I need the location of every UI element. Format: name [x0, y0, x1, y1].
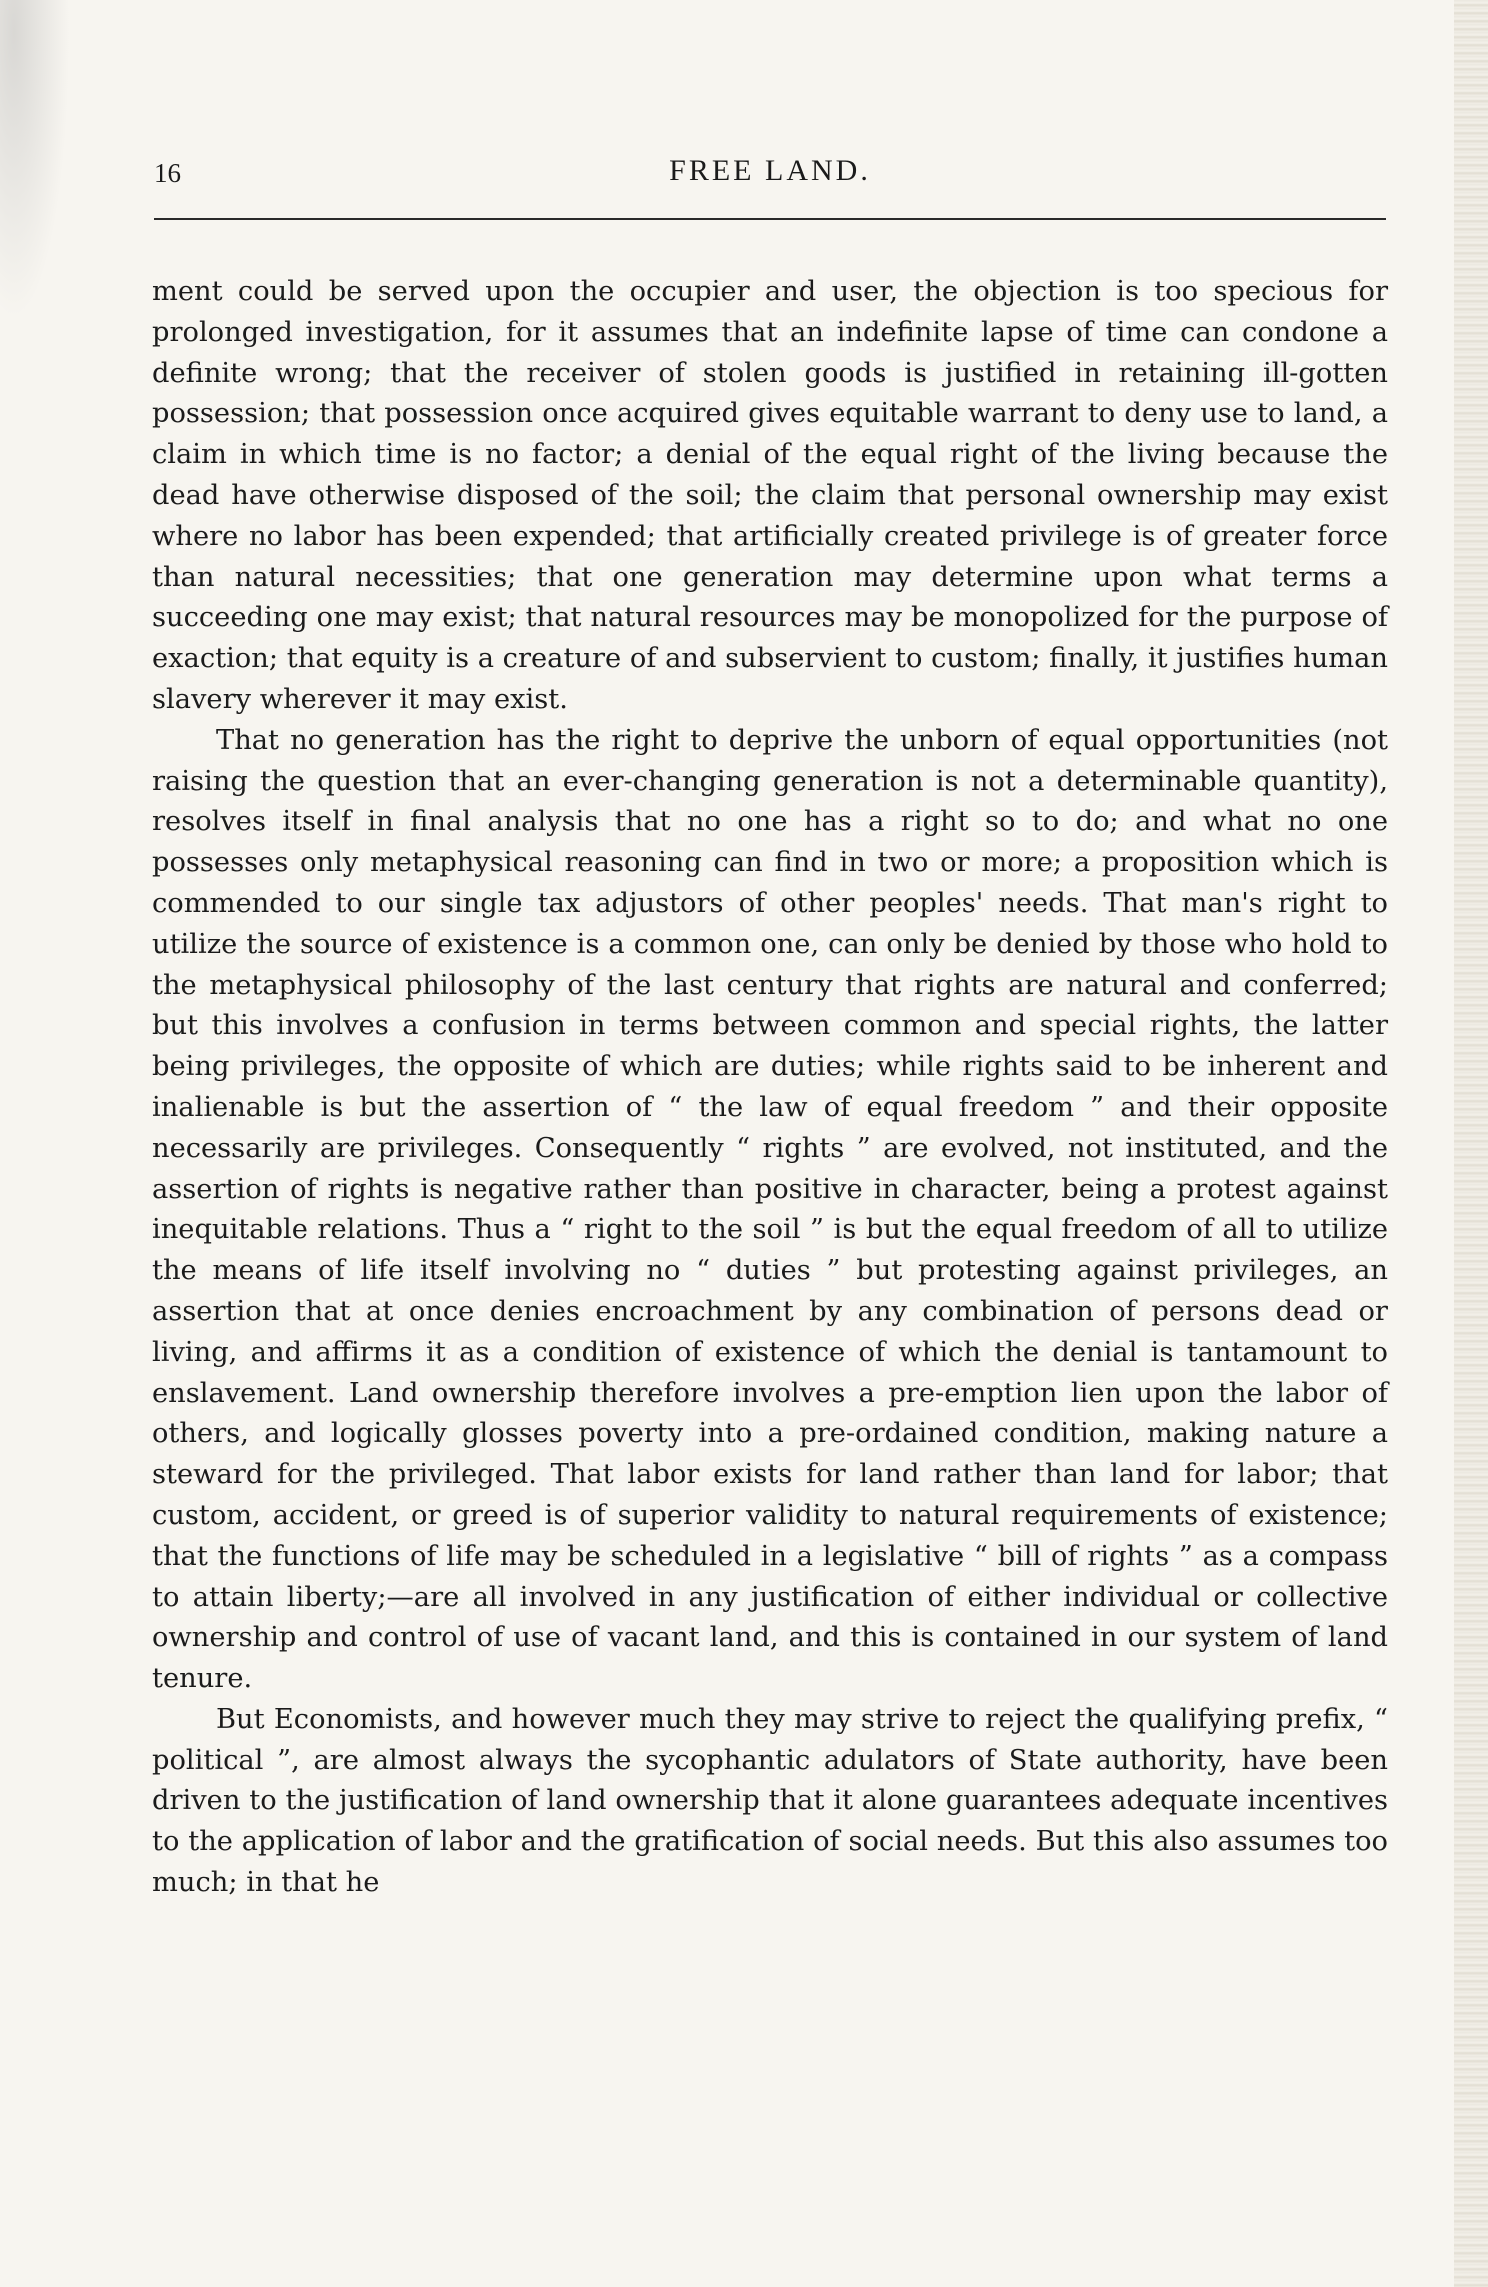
paragraph: But Economists, and however much they may strive to reject the qualifying prefix, “ political ”, are almost always the sycophantic adulators of State authority, have been driven to the justification of land ownership that it alone guarantees adequate incentives to the application of labor and the gratification of social needs. But this also assumes too much; in that he	[152, 1703, 1388, 1899]
paragraph: ment could be served upon the occupier and user, the objection is too specious for prolonged investigation, for it assumes that an indefinite lapse of time can condone a definite wrong; that the receiver of stolen goods is justified in retaining ill-gotten possession; that possession once acquired gives equitable warrant to deny use to land, a claim in which time is no factor; a denial of the equal right of the living because the dead have otherwise disposed of the soil; the claim that personal ownership may exist where no labor has been expended; that artificially created privilege is of greater force than natural necessities; that one generation may determine upon what terms a succeeding one may exist; that natural resources may be monopolized for the purpose of exaction; that equity is a creature of and subservient to custom; finally, it justifies human slavery wherever it may exist.	[152, 276, 1388, 715]
paragraph: That no generation has the right to deprive the unborn of equal opportunities (not raising the question that an ever-changing generation is not a determinable quantity), resolves itself in final analysis that no one has a right so to do; and what no one possesses only metaphysical reasoning can find in two or more; a proposition which is commended to our single tax adjustors of other peoples' needs. That man's right to utilize the source of existence is a common one, can only be denied by those who hold to the metaphysical philosophy of the last century that rights are natural and conferred; but this involves a confusion in terms between common and special rights, the latter being privileges, the opposite of which are duties; while rights said to be inherent and inalienable is but the assertion of “ the law of equal freedom ” and their opposite necessarily are privileges. Consequently “ rights ” are evolved, not instituted, and the assertion of rights is negative rather than positive in character, being a protest against inequitable relations. Thus a “ right to the soil ” is but the equal freedom of all to utilize the means of life itself involving no “ duties ” but protesting against privileges, an assertion that at once denies encroachment by any combination of persons dead or living, and affirms it as a condition of existence of which the denial is tantamount to enslavement. Land ownership therefore involves a pre-emption lien upon the labor of others, and logically glosses poverty into a pre-ordained condition, making nature a steward for the privileged. That labor exists for land rather than land for labor; that custom, accident, or greed is of superior validity to natural requirements of existence; that the functions of life may be scheduled in a legislative “ bill of rights ” as a compass to attain liberty;—are all involved in any justification of either individual or collective ownership and control of use of vacant land, and this is contained in our system of land tenure.	[152, 724, 1388, 1695]
page-number: 16	[154, 158, 181, 188]
page-shadow	[0, 0, 70, 320]
page-edge	[1454, 0, 1488, 2287]
header-rule	[154, 218, 1386, 220]
body-text	[152, 272, 1388, 1904]
running-title: FREE LAND.	[669, 154, 871, 187]
page-header	[154, 146, 1386, 206]
